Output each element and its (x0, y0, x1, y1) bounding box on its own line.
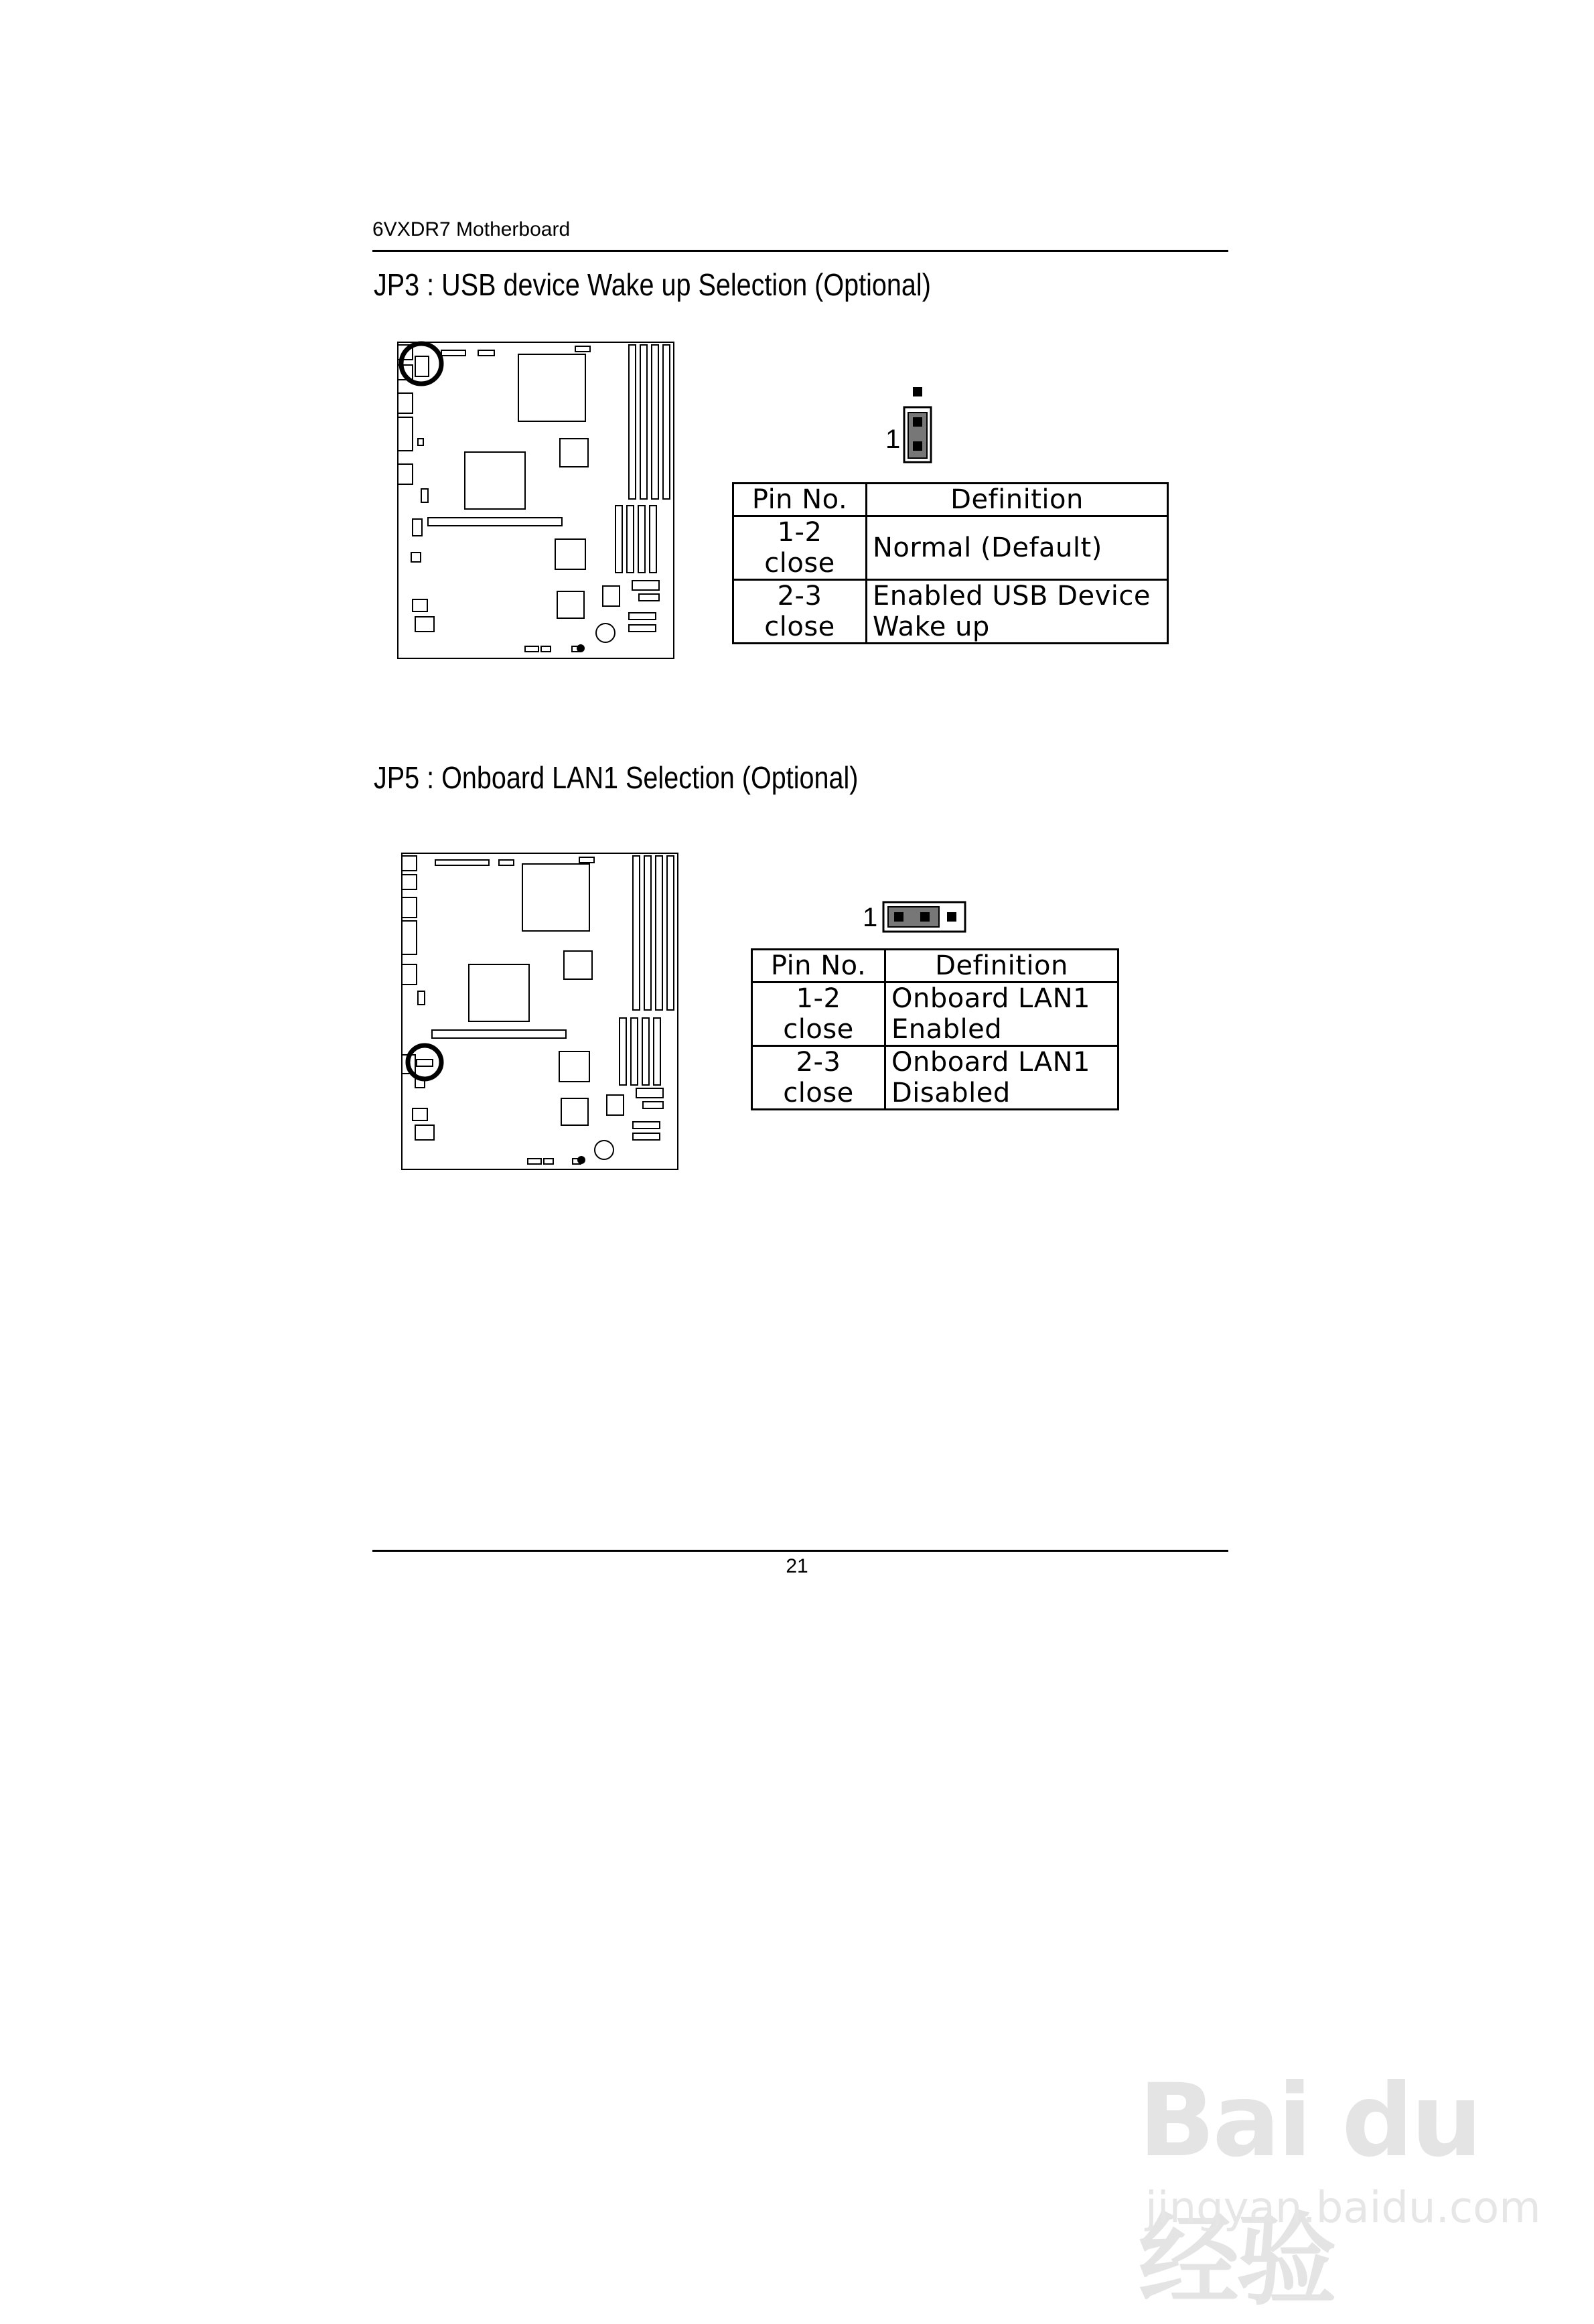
definition-line: Onboard LAN1 (891, 1047, 1090, 1078)
table-row (752, 983, 1118, 1046)
pin-cell: 1-2 close (733, 516, 867, 580)
col-header-pin: Pin No. (733, 484, 867, 516)
baidu-watermark (1139, 2023, 1541, 2319)
col-header-definition: Definition (867, 484, 1168, 516)
definition-line: Wake up (873, 611, 990, 642)
definition-cell (885, 1046, 1118, 1110)
jp3-definition-table (732, 482, 1169, 644)
jp3-motherboard-diagram (391, 338, 679, 660)
jp5-definition-table (751, 948, 1119, 1110)
definition-line: Onboard LAN1 (891, 983, 1090, 1014)
table-row (733, 516, 1168, 580)
definition-line: Disabled (891, 1078, 1011, 1108)
jp5-motherboard-diagram (395, 851, 683, 1172)
page-number: 21 (786, 1555, 808, 1577)
definition-line: Normal (Default) (873, 532, 1102, 563)
pin-cell: 2-3 close (752, 1046, 885, 1110)
pin-cell: 2-3 close (733, 580, 867, 644)
jp3-jumper-diagram (902, 380, 942, 467)
jp3-heading: JP3 : USB device Wake up Selection (Optional) (374, 267, 931, 302)
running-header: 6VXDR7 Motherboard (372, 218, 571, 240)
jp5-heading: JP5 : Onboard LAN1 Selection (Optional) (374, 760, 859, 795)
table-header-row (733, 484, 1168, 516)
watermark-url: jingyan.baidu.com (1145, 2183, 1541, 2233)
definition-cell (885, 983, 1118, 1046)
definition-cell (867, 580, 1168, 644)
col-header-pin: Pin No. (752, 950, 885, 983)
watermark-logo: Bai du 经验 (1139, 2063, 1480, 2319)
jp5-jumper-diagram (881, 899, 968, 936)
jp5-pin1-label: 1 (863, 903, 878, 932)
footer-rule (372, 1550, 1228, 1552)
table-row (752, 1046, 1118, 1110)
col-header-definition: Definition (885, 950, 1118, 983)
table-row (733, 580, 1168, 644)
definition-cell (867, 516, 1168, 580)
definition-line: Enabled (891, 1014, 1003, 1045)
jp3-pin1-label: 1 (885, 425, 901, 454)
table-header-row (752, 950, 1118, 983)
definition-line: Enabled USB Device (873, 581, 1151, 611)
pin-cell: 1-2 close (752, 983, 885, 1046)
header-rule (372, 250, 1228, 252)
